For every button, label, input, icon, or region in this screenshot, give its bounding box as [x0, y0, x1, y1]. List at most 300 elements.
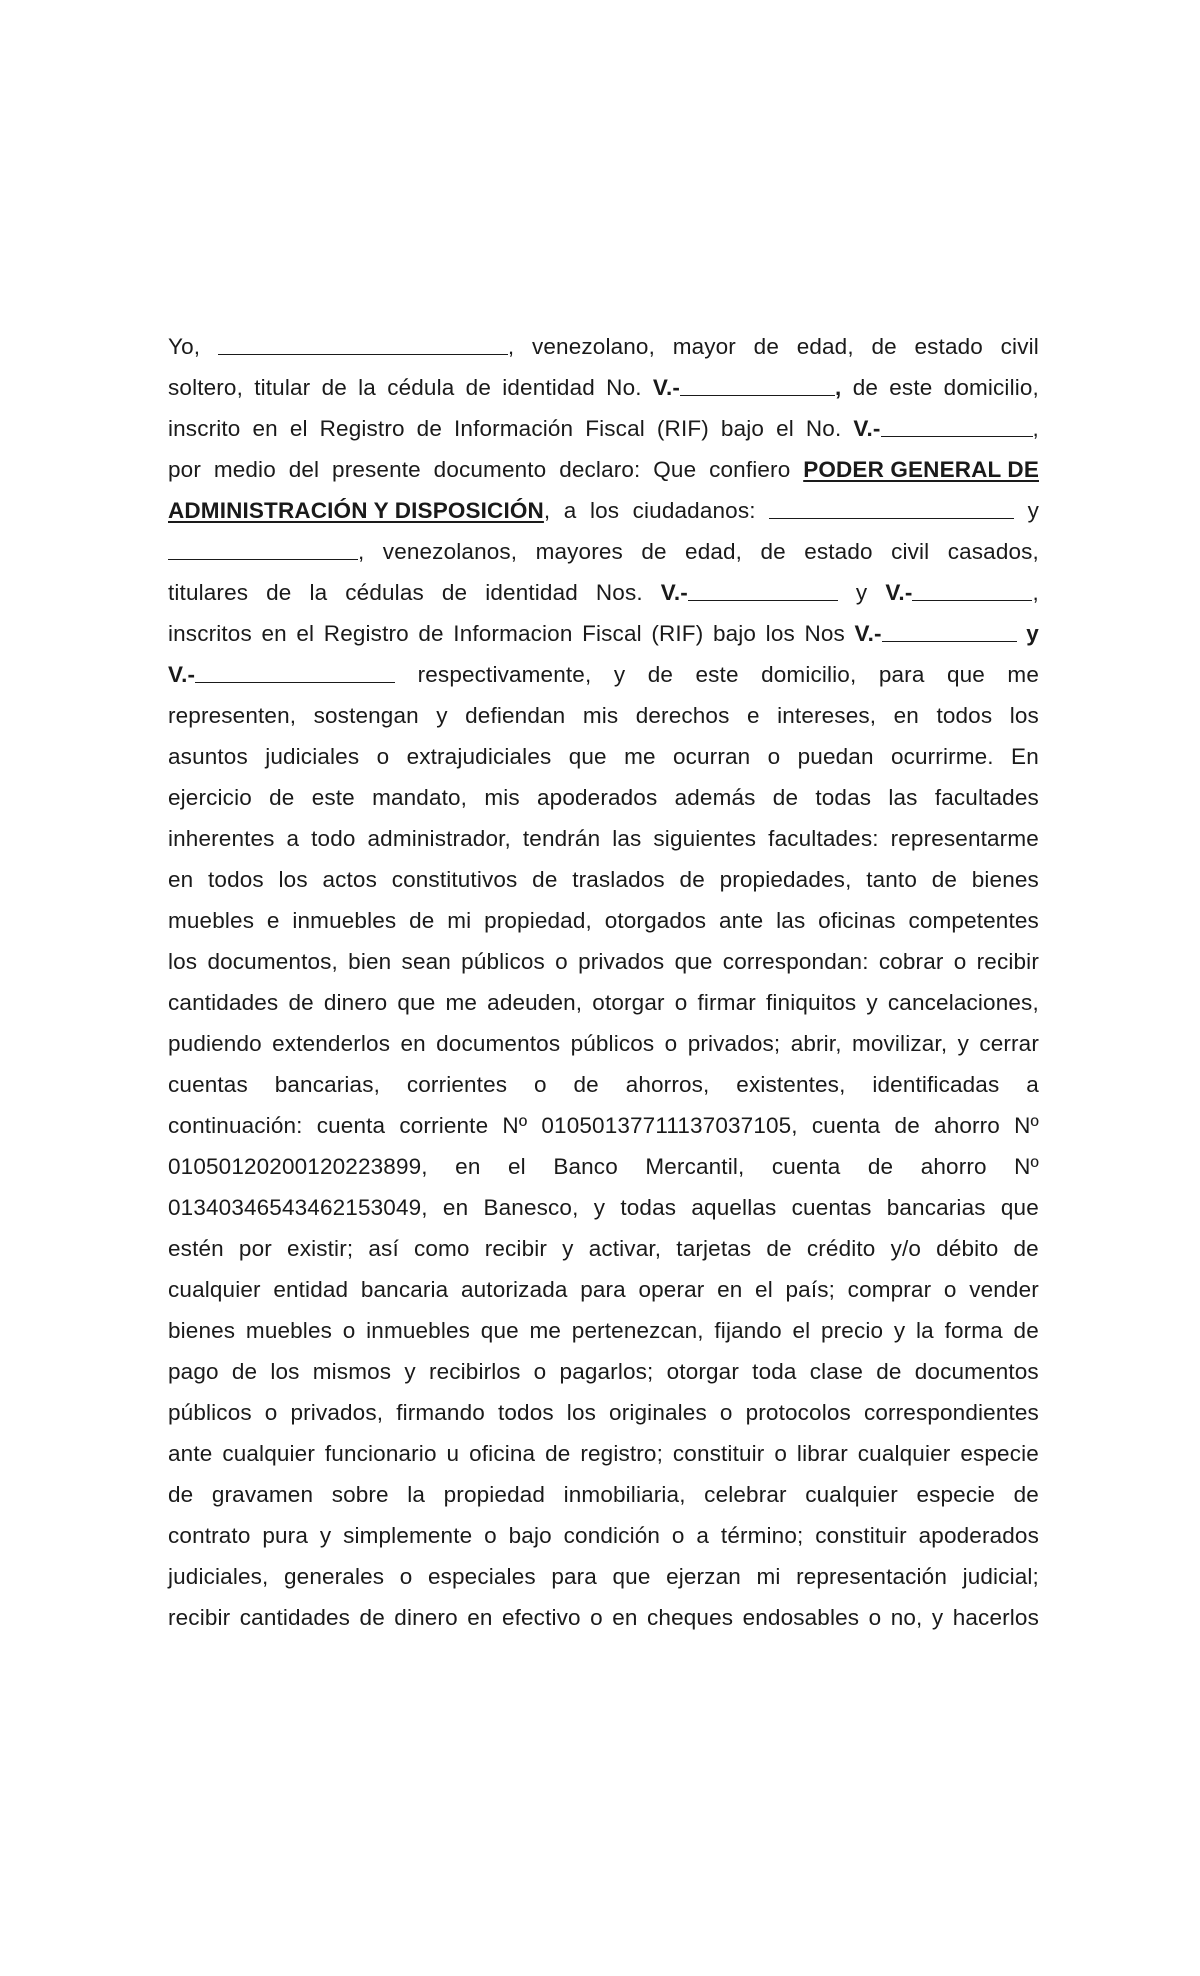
word-group: [806, 408, 841, 449]
word-group: [661, 572, 838, 613]
bold-underlined-text: PODER GENERAL DE: [803, 457, 1039, 482]
text-word: me: [445, 990, 478, 1015]
text-word: de: [269, 785, 295, 810]
text-word: débito: [936, 1236, 999, 1261]
text-word: a: [696, 1523, 710, 1548]
text-word: facultades:: [768, 826, 879, 851]
word-group: [868, 1146, 893, 1187]
text-word: cuentas: [791, 1195, 872, 1220]
text-word: protocolos: [745, 1400, 851, 1425]
word-group: [553, 1146, 618, 1187]
text-word: para: [580, 1277, 626, 1302]
word-group: [673, 1433, 765, 1474]
word-group: [168, 941, 197, 982]
text-word: de: [359, 1605, 385, 1630]
word-group: [653, 818, 756, 859]
word-group: [592, 982, 664, 1023]
text-word: correspondan:: [722, 949, 869, 974]
word-group: [673, 326, 736, 367]
word-group: [653, 367, 842, 408]
text-word: extenderlos: [272, 1031, 391, 1056]
word-group: [168, 531, 364, 572]
word-group: [754, 326, 779, 367]
bold-text: ,: [835, 375, 842, 400]
text-line: [168, 531, 1039, 572]
word-group: [821, 1310, 883, 1351]
text-word: administrador,: [367, 826, 511, 851]
text-word: documentos,: [207, 949, 338, 974]
word-group: [360, 1597, 385, 1638]
text-word: bajo: [720, 416, 765, 441]
text-word: todos: [497, 1400, 554, 1425]
text-word: tendrán: [522, 826, 601, 851]
word-group: [320, 408, 405, 449]
text-word: ejerzan: [666, 1564, 741, 1589]
text-word: aquellas: [691, 1195, 777, 1220]
text-word: bajo: [508, 1523, 552, 1548]
word-group: [444, 1474, 545, 1515]
text-word: representen,: [168, 703, 297, 728]
text-word: contrato: [168, 1523, 251, 1548]
text-word: Banco: [553, 1154, 618, 1179]
word-group: [714, 1310, 781, 1351]
word-group: [322, 859, 377, 900]
word-group: [791, 1023, 842, 1064]
word-group: [680, 859, 705, 900]
word-group: [168, 572, 248, 613]
word-group: [168, 859, 193, 900]
text-word: traslados: [572, 867, 665, 892]
text-line: [168, 326, 1039, 367]
text-word: estén: [168, 1236, 224, 1261]
word-group: [574, 1064, 599, 1105]
text-word: mandato,: [372, 785, 468, 810]
text-word: que: [568, 744, 607, 769]
word-group: [915, 1351, 1039, 1392]
word-group: [797, 1433, 848, 1474]
text-word: todos: [936, 703, 993, 728]
bold-text: V.-: [854, 621, 882, 646]
word-group: [377, 736, 390, 777]
word-group: [871, 326, 896, 367]
word-group: [284, 1556, 384, 1597]
word-group: [313, 1351, 391, 1392]
word-group: [207, 941, 337, 982]
text-word: todas: [815, 785, 872, 810]
text-word: sean: [401, 949, 451, 974]
word-group: [891, 736, 994, 777]
word-group: [287, 818, 300, 859]
text-word: especie: [916, 1482, 996, 1507]
word-group: [675, 777, 756, 818]
text-word: Información: [454, 416, 574, 441]
text-word: o: [399, 1564, 413, 1589]
word-group: [638, 1269, 704, 1310]
word-group: [551, 1556, 597, 1597]
text-word: Fiscal: [585, 416, 645, 441]
text-line: [168, 1064, 1039, 1105]
text-word: identificadas: [872, 1072, 1000, 1097]
word-group: [508, 1146, 526, 1187]
word-group: [265, 736, 359, 777]
text-word: el: [508, 1154, 526, 1179]
word-group: [916, 1310, 934, 1351]
word-group: [414, 1228, 470, 1269]
word-group: [1014, 1146, 1039, 1187]
word-group: [667, 1351, 739, 1392]
word-group: [636, 695, 730, 736]
text-word: todo: [311, 826, 356, 851]
word-group: [324, 613, 409, 654]
word-group: [498, 1392, 554, 1433]
text-word: por: [168, 457, 201, 482]
word-group: [168, 1146, 428, 1187]
word-group: [756, 1556, 780, 1597]
fill-in-blank: [769, 498, 1014, 519]
word-group: [723, 941, 869, 982]
text-word: asuntos: [168, 744, 248, 769]
text-line: [168, 408, 1039, 449]
word-group: [1014, 1105, 1039, 1146]
text-word: de: [766, 1236, 792, 1261]
word-group: [454, 408, 573, 449]
text-line: [168, 777, 1039, 818]
text-word: librar: [796, 1441, 848, 1466]
word-group: [481, 1310, 519, 1351]
word-group: [720, 1392, 733, 1433]
text-word: o: [943, 1277, 957, 1302]
word-group: [428, 1556, 536, 1597]
word-group: [434, 449, 547, 490]
word-group: [312, 777, 355, 818]
word-group: [888, 777, 917, 818]
word-group: [848, 1269, 932, 1310]
text-word: cualquier: [805, 1482, 898, 1507]
word-group: [509, 1515, 552, 1556]
word-group: [887, 1187, 986, 1228]
text-word: Yo,: [168, 334, 201, 359]
text-word: casados,: [947, 539, 1039, 564]
text-word: del: [288, 457, 320, 482]
word-group: [461, 941, 545, 982]
word-group: [891, 531, 929, 572]
word-group: [534, 1351, 547, 1392]
text-word: el: [289, 416, 308, 441]
text-word: en: [612, 1605, 638, 1630]
text-word: o: [376, 744, 390, 769]
word-group: [889, 367, 932, 408]
power-of-attorney-body: [168, 326, 1039, 1638]
text-word: edad,: [796, 334, 854, 359]
word-group: [1026, 613, 1039, 654]
word-group: [963, 1556, 1039, 1597]
word-group: [852, 1023, 947, 1064]
text-word: o: [671, 1523, 685, 1548]
word-group: [572, 859, 665, 900]
word-group: [168, 1515, 251, 1556]
word-group: [252, 408, 277, 449]
word-group: [212, 1474, 313, 1515]
word-group: [685, 531, 742, 572]
word-group: [590, 490, 619, 531]
text-word: término;: [720, 1523, 804, 1548]
word-group: [812, 1105, 880, 1146]
text-word: sostengan: [313, 703, 419, 728]
word-group: [290, 408, 308, 449]
text-line: [168, 1146, 1039, 1187]
text-word: ocurran: [672, 744, 751, 769]
word-group: [265, 1392, 278, 1433]
text-word: el: [792, 1318, 811, 1343]
text-word: o: [774, 1441, 788, 1466]
word-group: [168, 1392, 252, 1433]
word-group: [606, 367, 641, 408]
word-group: [320, 1515, 331, 1556]
text-line: [168, 1392, 1039, 1433]
text-word: privados: [578, 949, 665, 974]
text-word: muebles: [245, 1318, 333, 1343]
word-group: [855, 613, 1017, 654]
text-word: competentes: [908, 908, 1039, 933]
word-group: [400, 1023, 425, 1064]
text-word: documentos: [914, 1359, 1039, 1384]
word-group: [796, 1556, 947, 1597]
word-group: [747, 695, 760, 736]
text-word: y: [855, 580, 868, 605]
word-group: [397, 982, 435, 1023]
word-group: [908, 900, 1038, 941]
word-group: [289, 449, 319, 490]
word-group: [856, 572, 867, 613]
word-group: [879, 941, 944, 982]
text-word: mayor: [672, 334, 736, 359]
text-word: otorgar: [592, 990, 665, 1015]
text-word: de: [871, 334, 897, 359]
word-group: [804, 531, 872, 572]
text-word: o: [534, 1072, 547, 1097]
word-group: [564, 490, 577, 531]
text-word: ahorro: [934, 1113, 1000, 1138]
word-group: [569, 736, 607, 777]
word-group: [168, 613, 252, 654]
word-group: [864, 1392, 1039, 1433]
word-group: [296, 613, 314, 654]
text-word: dinero: [323, 990, 388, 1015]
text-word: ejercicio: [168, 785, 252, 810]
text-word: identidad: [485, 580, 578, 605]
text-word: edad,: [685, 539, 743, 564]
word-group: [269, 777, 294, 818]
text-word: que: [397, 990, 436, 1015]
text-word: mi: [756, 1564, 781, 1589]
text-word: pago: [168, 1359, 219, 1384]
text-word: país;: [785, 1277, 836, 1302]
word-group: [279, 859, 308, 900]
word-group: [766, 613, 795, 654]
word-group: [409, 900, 434, 941]
text-word: de: [647, 662, 674, 687]
text-word: cuenta: [811, 1113, 881, 1138]
text-word: (RIF): [656, 416, 709, 441]
word-group: [485, 1228, 547, 1269]
word-group: [407, 1064, 507, 1105]
word-group: [168, 367, 243, 408]
text-word: titular: [254, 375, 311, 400]
word-group: [461, 1269, 568, 1310]
word-group: [291, 1392, 384, 1433]
text-word: Registro: [319, 416, 405, 441]
text-word: a: [1026, 1072, 1039, 1097]
word-group: [402, 941, 451, 982]
text-word: ,: [543, 498, 551, 523]
text-line: [168, 613, 1039, 654]
text-word: cheques: [647, 1605, 734, 1630]
word-group: [262, 1515, 308, 1556]
text-word: este: [889, 375, 933, 400]
word-group: [309, 572, 327, 613]
word-group: [1001, 326, 1039, 367]
text-word: de: [441, 580, 468, 605]
text-word: medio: [213, 457, 276, 482]
text-word: pagarlos;: [559, 1359, 654, 1384]
text-word: pertenezcan,: [571, 1318, 704, 1343]
text-word: defiendan: [465, 703, 566, 728]
text-word: y: [931, 1605, 944, 1630]
text-word: y: [866, 990, 878, 1015]
text-word: o: [767, 744, 781, 769]
word-group: [717, 1269, 742, 1310]
word-group: [641, 531, 666, 572]
text-word: mis: [582, 703, 619, 728]
word-group: [447, 1433, 460, 1474]
text-word: ahorros,: [625, 1072, 710, 1097]
text-word: de: [931, 867, 958, 892]
word-group: [596, 572, 643, 613]
text-word: en: [400, 1031, 426, 1056]
word-group: [719, 900, 763, 941]
word-group: [469, 1433, 535, 1474]
text-word: estado: [914, 334, 983, 359]
fill-in-blank: [912, 580, 1032, 601]
text-word: constituir: [815, 1523, 907, 1548]
word-group: [1026, 1064, 1039, 1105]
word-group: [368, 818, 511, 859]
word-group: [267, 900, 280, 941]
text-word: condición: [563, 1523, 661, 1548]
text-word: inmuebles: [366, 1318, 471, 1343]
bold-underlined-text: ADMINISTRACIÓN Y DISPOSICIÓN: [168, 498, 544, 523]
text-word: entidad: [273, 1277, 349, 1302]
word-group: [555, 941, 568, 982]
text-word: existir;: [287, 1236, 354, 1261]
text-word: y: [1027, 498, 1039, 523]
text-word: las: [888, 785, 918, 810]
text-word: inscrito: [168, 416, 241, 441]
word-group: [953, 1597, 1039, 1638]
text-word: registro;: [580, 1441, 663, 1466]
word-group: [487, 982, 582, 1023]
text-line: [168, 1105, 1039, 1146]
text-word: cantidades: [168, 990, 279, 1015]
text-word: el: [776, 416, 794, 441]
word-group: [418, 613, 443, 654]
word-group: [168, 1556, 268, 1597]
text-word: y: [404, 1359, 416, 1384]
word-group: [168, 1023, 262, 1064]
text-word: pura: [262, 1523, 308, 1548]
text-word: No.: [805, 416, 842, 441]
text-word: ,: [507, 334, 515, 359]
word-group: [648, 654, 673, 695]
word-group: [613, 1556, 651, 1597]
word-group: [168, 695, 296, 736]
word-group: [343, 1310, 356, 1351]
text-word: Que: [653, 457, 697, 482]
text-word: y: [957, 1031, 969, 1056]
text-word: bancaria: [360, 1277, 449, 1302]
word-group: [777, 695, 876, 736]
word-group: [168, 1269, 261, 1310]
text-word: y: [562, 1236, 574, 1261]
text-word: confiero: [709, 457, 791, 482]
word-group: [894, 1310, 905, 1351]
word-group: [502, 1597, 581, 1638]
text-word: mayores: [535, 539, 623, 564]
word-group: [934, 1105, 1000, 1146]
word-group: [1014, 1228, 1039, 1269]
text-word: autorizada: [460, 1277, 568, 1302]
text-word: de: [266, 580, 292, 605]
text-word: siguientes: [653, 826, 757, 851]
text-word: movilizar,: [851, 1031, 948, 1056]
word-group: [612, 818, 641, 859]
text-word: Banesco,: [483, 1195, 579, 1220]
word-group: [768, 818, 878, 859]
word-group: [698, 982, 756, 1023]
word-group: [266, 572, 291, 613]
word-group: [562, 1228, 573, 1269]
text-word: judiciales,: [168, 1564, 269, 1589]
word-group: [774, 1433, 787, 1474]
text-word: la: [358, 375, 376, 400]
word-group: [580, 1269, 626, 1310]
text-word: Nos: [804, 621, 845, 646]
word-group: [624, 736, 656, 777]
word-group: [368, 1228, 398, 1269]
text-word: a: [286, 826, 300, 851]
word-group: [399, 1105, 488, 1146]
word-group: [720, 859, 852, 900]
text-word: domicilio,: [943, 375, 1039, 400]
text-line: [168, 1187, 1039, 1228]
word-group: [948, 531, 1039, 572]
word-group: [666, 1556, 741, 1597]
word-group: [894, 695, 919, 736]
word-group: [275, 1064, 380, 1105]
word-group: [769, 490, 1014, 531]
text-word: ante: [718, 908, 764, 933]
word-group: [891, 1228, 921, 1269]
word-group: [709, 449, 790, 490]
word-group: [572, 1310, 704, 1351]
text-word: me: [1007, 662, 1039, 687]
word-group: [768, 736, 781, 777]
word-group: [168, 449, 201, 490]
text-word: (RIF): [651, 621, 704, 646]
text-word: ante: [168, 1441, 213, 1466]
text-word: firmar: [697, 990, 756, 1015]
text-line: [168, 1023, 1039, 1064]
